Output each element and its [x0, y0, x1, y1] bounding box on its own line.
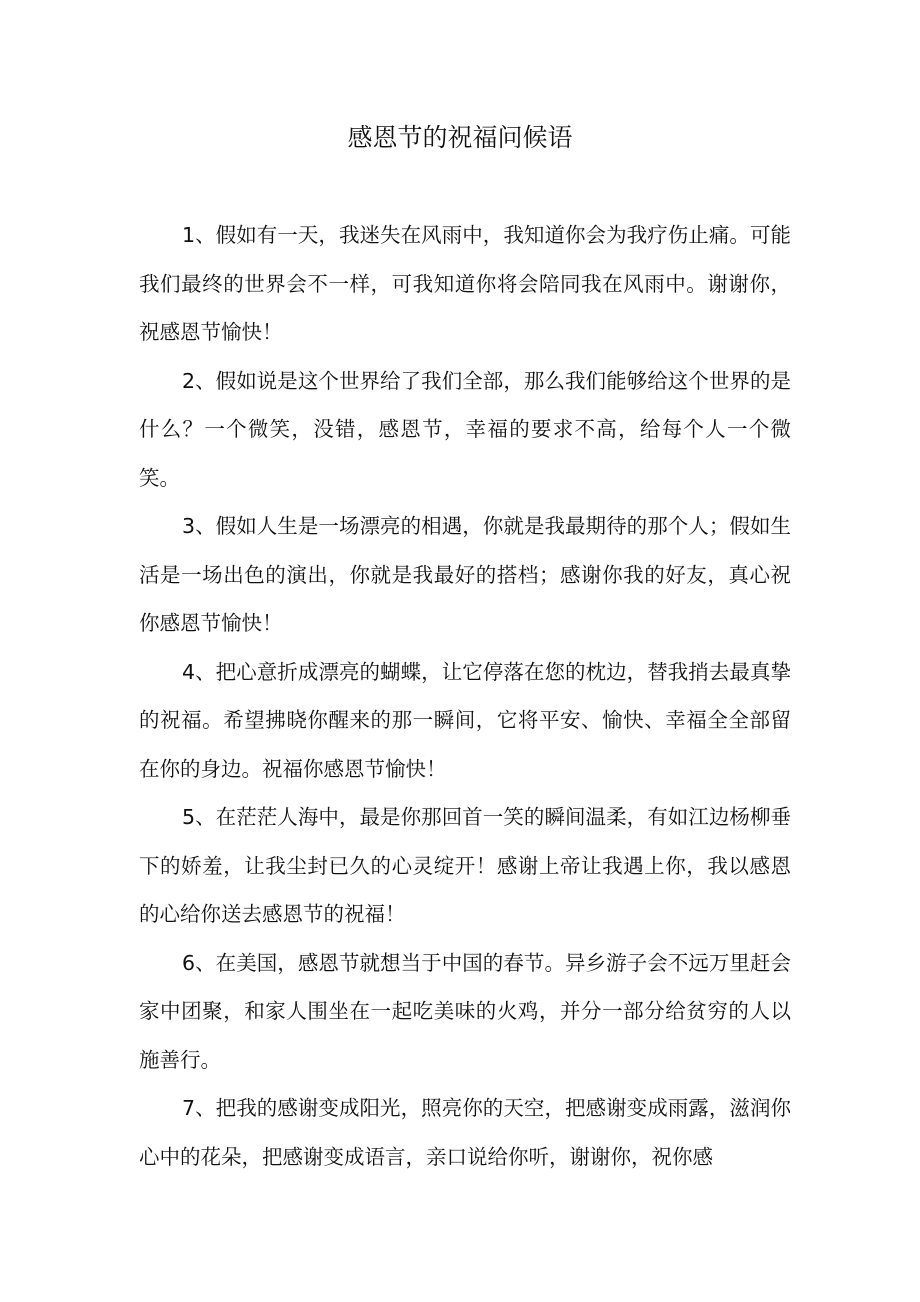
paragraph-6: 6、在美国，感恩节就想当于中国的春节。异乡游子会不远万里赶会家中团聚，和家人围坐在一起吃美味的火鸡，并分一部分给贫穷的人以施善行。 — [139, 950, 791, 1072]
paragraph-7: 7、把我的感谢变成阳光，照亮你的天空，把感谢变成雨露，滋润你心中的花朵，把感谢变成语言，亲口说给你听，谢谢你，祝你感 — [139, 1096, 791, 1169]
document-body — [139, 211, 791, 1181]
paragraph-5: 5、在茫茫人海中，最是你那回首一笑的瞬间温柔，有如江边杨柳垂下的娇羞，让我尘封已久的心灵绽开！感谢上帝让我遇上你，我以感恩的心给你送去感恩节的祝福！ — [139, 805, 791, 926]
paragraph-2: 2、假如说是这个世界给了我们全部，那么我们能够给这个世界的是什么？一个微笑，没错，感恩节，幸福的要求不高，给每个人一个微笑。 — [139, 368, 791, 490]
paragraph-4: 4、把心意折成漂亮的蝴蝶，让它停落在您的枕边，替我捎去最真挚的祝福。希望拂晓你醒来的那一瞬间，它将平安、愉快、幸福全全部留在你的身边。祝福你感恩节愉快！ — [139, 659, 791, 781]
page-title: 感恩节的祝福问候语 — [347, 123, 573, 152]
paragraph-3: 3、假如人生是一场漂亮的相遇，你就是我最期待的那个人；假如生活是一场出色的演出，你就是我最好的搭档；感谢你我的好友，真心祝你感恩节愉快！ — [139, 514, 791, 635]
paragraph-1: 1、假如有一天，我迷失在风雨中，我知道你会为我疗伤止痛。可能我们最终的世界会不一样，可我知道你将会陪同我在风雨中。谢谢你，祝感恩节愉快！ — [139, 223, 791, 344]
